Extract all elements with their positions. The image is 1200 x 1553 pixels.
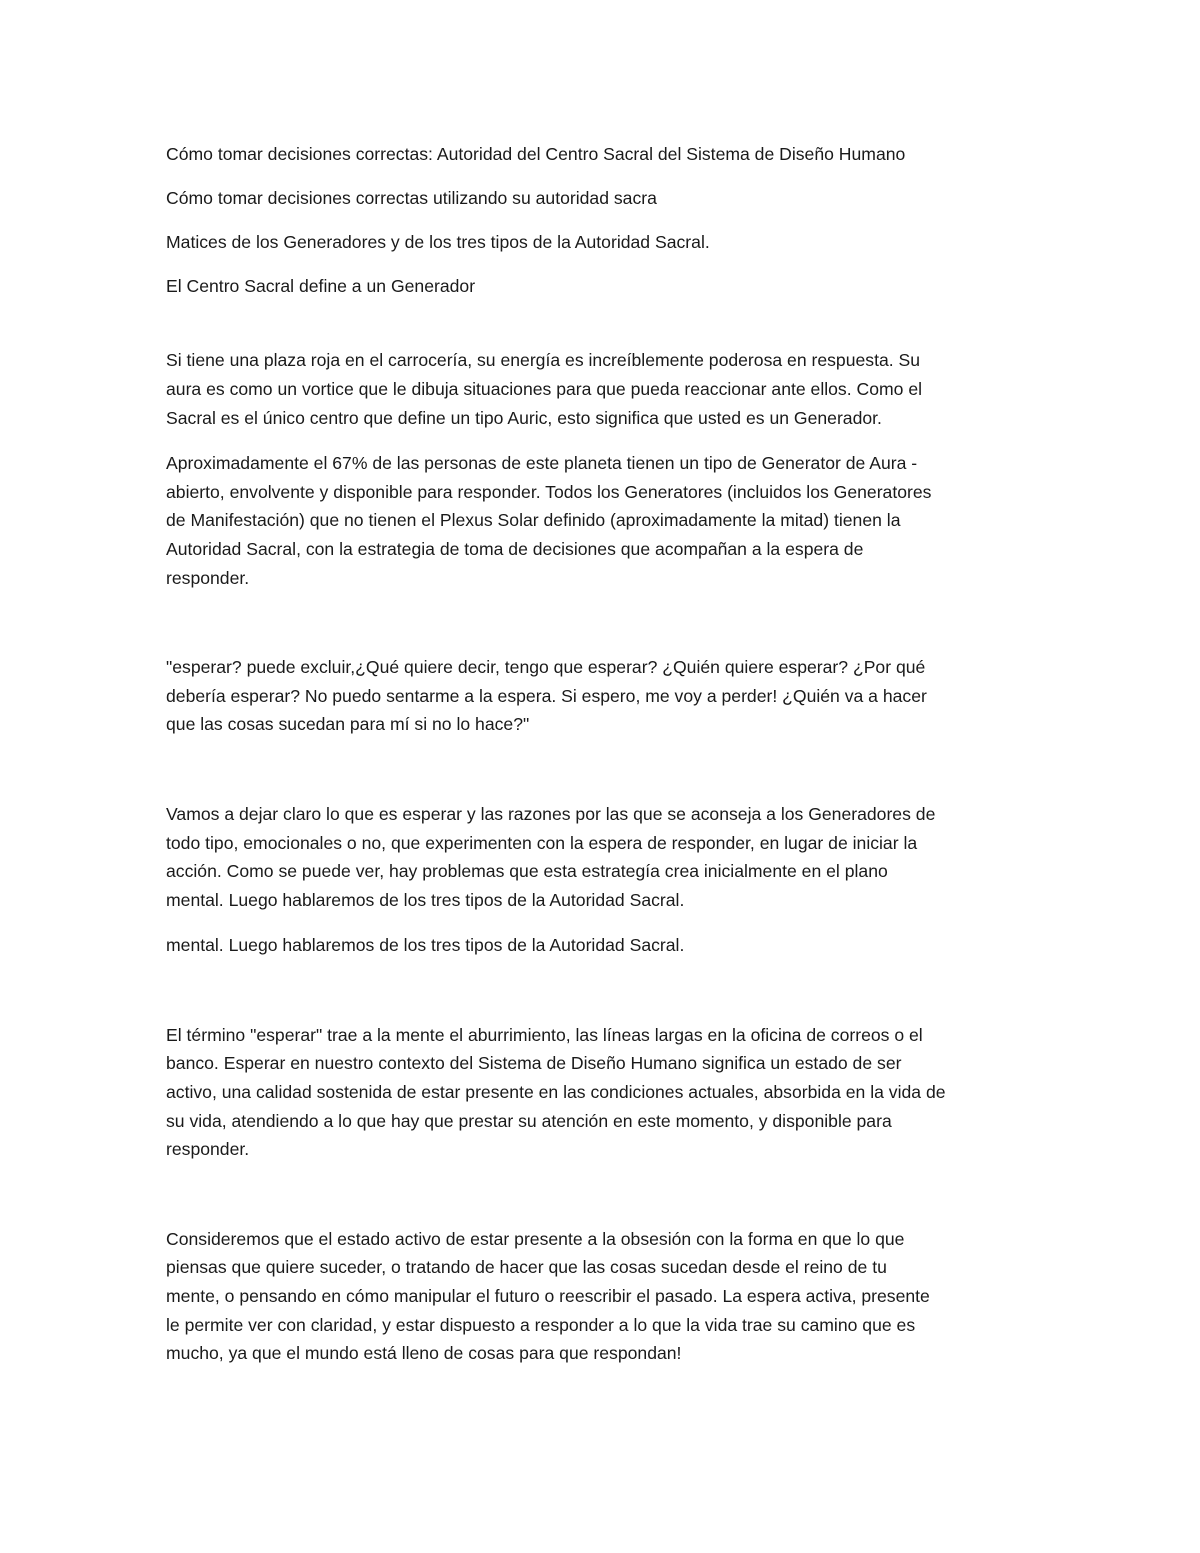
text-line: acción. Como se puede ver, hay problemas que esta estrategía crea inicialmente en el plano: [166, 861, 888, 882]
text-line: piensas que quiere suceder, o tratando de hacer que las cosas sucedan desde el reino de tu: [166, 1257, 887, 1278]
document-title: Cómo tomar decisiones correctas: Autoridad del Centro Sacral del Sistema de Diseño Humano: [166, 144, 906, 164]
text-line: le permite ver con claridad, y estar dispuesto a responder a lo que la vida trae su camino que es: [166, 1314, 916, 1335]
paragraph-waiting-clarified: [166, 800, 1034, 914]
text-line: mental. Luego hablaremos de los tres tipos de la Autoridad Sacral.: [166, 889, 685, 910]
text-line: mental. Luego hablaremos de los tres tipos de la Autoridad Sacral.: [166, 935, 685, 956]
text-line: Aproximadamente el 67% de las personas de este planeta tienen un tipo de Generator de Aura -: [166, 453, 918, 474]
text-line: mucho, ya que el mundo está lleno de cosas para que respondan!: [166, 1343, 682, 1364]
heading-block: [166, 140, 1034, 301]
text-line: que las cosas sucedan para mí si no lo hace?": [166, 714, 530, 735]
document-body: [166, 140, 1034, 1385]
subtitle-line: El Centro Sacral define a un Generador: [166, 276, 476, 297]
text-line: responder.: [166, 567, 250, 588]
paragraph-red-plaza: [166, 346, 1034, 432]
text-line: banco. Esperar en nuestro contexto del Sistema de Diseño Humano significa un estado de ser: [166, 1053, 902, 1074]
subtitle-line: Cómo tomar decisiones correctas utilizando su autoridad sacra: [166, 188, 657, 209]
subtitle-line: Matices de los Generadores y de los tres tipos de la Autoridad Sacral.: [166, 232, 710, 253]
text-line: aura es como un vortice que le dibuja situaciones para que pueda reaccionar ante ellos. Como el: [166, 378, 923, 399]
text-line: abierto, envolvente y disponible para responder. Todos los Generatores (incluidos los Generatores: [166, 481, 932, 502]
paragraph-quote: [166, 653, 1034, 739]
paragraph-active-waiting: [166, 1225, 1034, 1368]
paragraph-generator-aura: [166, 449, 1034, 592]
text-line: mente, o pensando en cómo manipular el futuro o reescribir el pasado. La espera activa, presente: [166, 1286, 930, 1307]
text-line: responder.: [166, 1139, 250, 1160]
text-line: activo, una calidad sostenida de estar presente en las condiciones actuales, absorbida en la vida de: [166, 1082, 946, 1103]
paragraph-waiting-term: [166, 1021, 1034, 1164]
text-line: todo tipo, emocionales o no, que experimenten con la espera de responder, en lugar de iniciar la: [166, 832, 918, 853]
paragraph-repeated-line: [166, 931, 1034, 960]
text-line: su vida, atendiendo a lo que hay que prestar su atención en este momento, y disponible para: [166, 1110, 892, 1131]
text-line: de Manifestación) que no tienen el Plexus Solar definido (aproximadamente la mitad) tienen la: [166, 510, 901, 531]
text-line: Si tiene una plaza roja en el carrocería, su energía es increíblemente poderosa en respuesta. Su: [166, 350, 921, 371]
text-line: Autoridad Sacral, con la estrategia de toma de decisiones que acompañan a la espera de: [166, 538, 864, 559]
text-line: debería esperar? No puedo sentarme a la espera. Si espero, me voy a perder! ¿Quién va a hacer: [166, 685, 927, 706]
text-line: Sacral es el único centro que define un tipo Auric, esto significa que usted es un Generador.: [166, 407, 882, 428]
text-line: Vamos a dejar claro lo que es esperar y las razones por las que se aconseja a los Generadores de: [166, 803, 936, 824]
text-line: El término "esperar" trae a la mente el aburrimiento, las líneas largas en la oficina de correos o el: [166, 1024, 923, 1045]
text-line: "esperar? puede excluir,¿Qué quiere decir, tengo que esperar? ¿Quién quiere esperar? ¿Por qué: [166, 657, 926, 678]
text-line: Consideremos que el estado activo de estar presente a la obsesión con la forma en que lo que: [166, 1228, 905, 1249]
